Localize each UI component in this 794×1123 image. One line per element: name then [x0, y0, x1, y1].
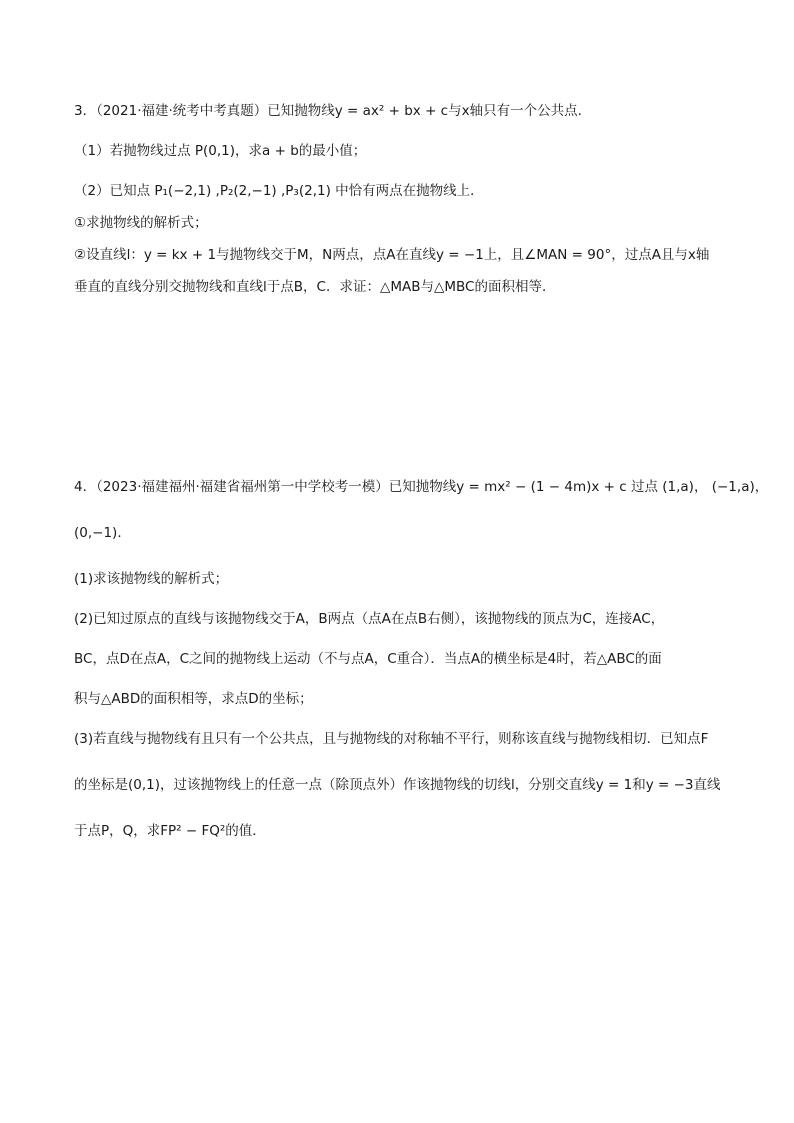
problem-3-subpart-2-line-1: ②设直线l：y = kx + 1与抛物线交于M，N两点，点A在直线y = −1上，且∠MAN = 90°，过点A且与x轴	[74, 247, 710, 263]
problem-3-subpart-1: ①求抛物线的解析式；	[74, 215, 208, 231]
problem-4-stem-cont: (0,−1)．	[74, 525, 131, 541]
problem-4-part-1: (1)求该抛物线的解析式；	[74, 571, 229, 587]
problem-4-part-3-line-1: (3)若直线与抛物线有且只有一个公共点，且与抛物线的对称轴不平行，则称该直线与抛物线相切．已知点F	[74, 731, 709, 747]
problem-4-part-2-line-3: 积与△ABD的面积相等，求点D的坐标；	[74, 691, 313, 707]
problem-4-part-2-line-2: BC，点D在点A，C之间的抛物线上运动（不与点A，C重合）．当点A的横坐标是4时，若△ABC的面	[74, 651, 662, 667]
problem-3	[74, 100, 724, 298]
problem-3-subpart-2-line-2: 垂直的直线分别交抛物线和直线l于点B，C．求证：△MAB与△MBC的面积相等．	[74, 279, 556, 295]
problem-3-part-2: （2）已知点 P₁(−2,1) ,P₂(2,−1) ,P₃(2,1) 中恰有两点在抛物线上．	[74, 183, 484, 199]
problem-3-stem: 3．（2021·福建·统考中考真题）已知抛物线y = ax² + bx + c与x轴只有一个公共点．	[74, 103, 592, 119]
problem-4	[74, 476, 769, 842]
problem-4-stem: 4．（2023·福建福州·福建省福州第一中学校考一模）已知抛物线y = mx² − (1 − 4m)x + c 过点 (1,a)， (−1,a)，	[74, 479, 769, 495]
problem-3-part-1: （1）若抛物线过点 P(0,1)，求a + b的最小值；	[74, 143, 367, 159]
problem-4-part-2-line-1: (2)已知过原点的直线与该抛物线交于A，B两点（点A在点B右侧），该抛物线的顶点为C，连接AC，	[74, 611, 665, 627]
problem-4-part-3-line-2: 的坐标是(0,1)，过该抛物线上的任意一点（除顶点外）作该抛物线的切线l，分别交直线y = 1和y = −3直线	[74, 777, 721, 793]
problem-4-part-3-line-3: 于点P，Q，求FP² − FQ²的值．	[74, 823, 266, 839]
